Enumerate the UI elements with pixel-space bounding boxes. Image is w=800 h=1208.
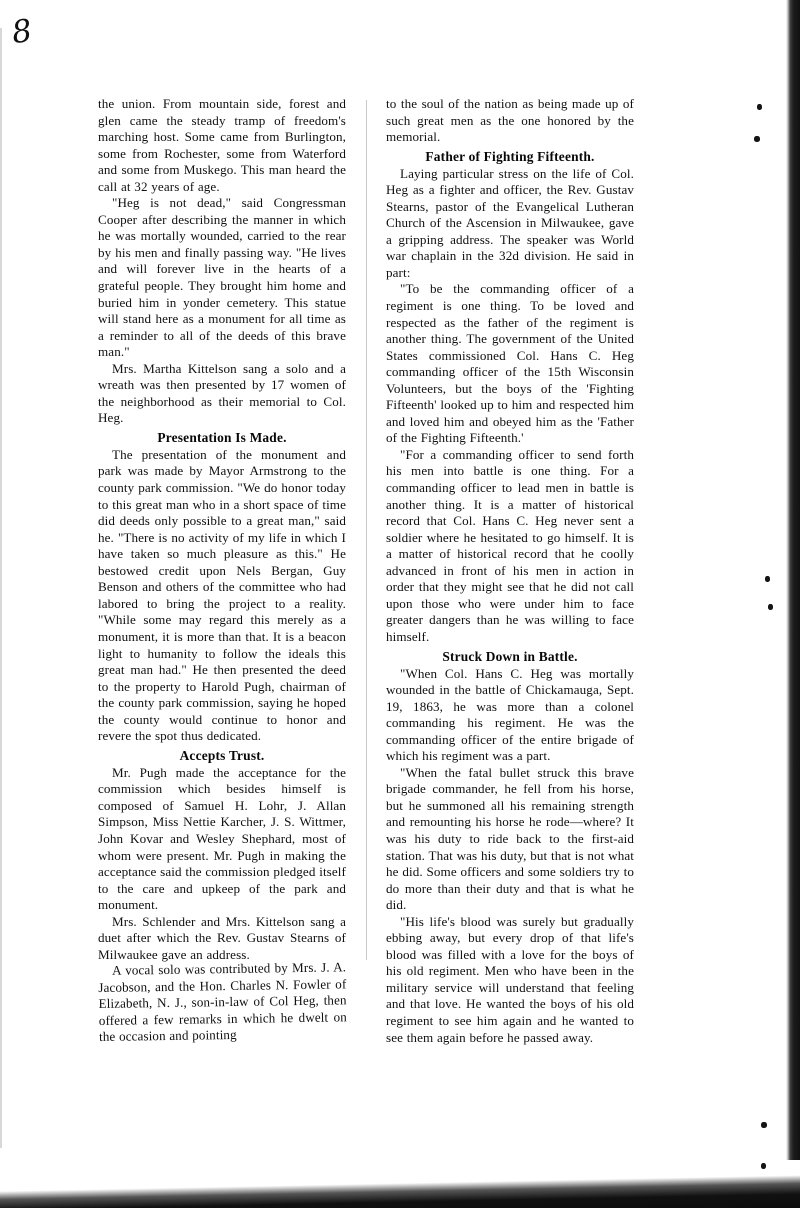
- scan-edge-bottom: [0, 1174, 800, 1208]
- section-heading: Accepts Trust.: [179, 747, 265, 763]
- ink-speck: [754, 136, 760, 142]
- paragraph: "To be the commanding officer of a regiment is one thing. To be loved and respected as the father of the regiment is another thing. The government of the United States commissioned Col. Hans C. Heg commanding officer of the 15th Wisconsin Volunteers, but the boys of the 'Fighting Fifteenth' looked up to him and respected him and loved him and obeyed him as the 'Father of the Fighting Fifteenth.': [386, 281, 634, 446]
- ink-speck: [768, 604, 773, 610]
- left-column: [98, 96, 346, 1046]
- section-heading: Struck Down in Battle.: [442, 648, 578, 664]
- ink-speck: [761, 1163, 766, 1169]
- ink-speck: [765, 576, 770, 582]
- handwritten-page-number: 8: [9, 12, 34, 52]
- section-heading: Father of Fighting Fifteenth.: [425, 148, 595, 164]
- paragraph: "His life's blood was surely but gradually ebbing away, but every drop of that life's blood was filled with a love for the boys of his old regiment. Men who have been in the military service will understand that feeling and that love. He wanted the boys of his old regiment to see him again and he wanted to see them again before he passed away.: [386, 913, 634, 1045]
- paragraph: "Heg is not dead," said Congressman Cooper after describing the manner in which he was mortally wounded, carried to the rear by his men and finally passing way. "He lives and will forever live in the hearts of a grateful people. They brought him home and buried him in yonder cemetery. This statue will stand here as a monument for all time as a reminder to all of the deeds of this brave man.": [98, 195, 346, 360]
- paragraph: Laying particular stress on the life of Col. Heg as a fighter and officer, the Rev. Gustav Stearns, pastor of the Evangelical Lutheran Church of the Ascension in Milwaukee, gave a gripping address. The speaker was World war chaplain in the 32d division. He said in part:: [386, 165, 634, 280]
- paragraph: Mrs. Schlender and Mrs. Kittelson sang a duet after which the Rev. Gustav Stearns of Milwaukee gave an address.: [98, 913, 346, 962]
- paragraph: A vocal solo was contributed by Mrs. J. A. Jacobson, and the Hon. Charles N. Fowler of Elizabeth, N. J., son-in-law of Col Heg, then offered a few remarks in which he dwelt on the occasion and pointing: [98, 959, 347, 1045]
- paragraph: the union. From mountain side, forest and glen came the steady tramp of freedom's marching host. Some came from Burlington, some from Rochester, some from Waterford and some from Muskego. This man heard the call at 32 years of age.: [98, 96, 346, 194]
- paragraph: Mrs. Martha Kittelson sang a solo and a wreath was then presented by 17 women of the neighborhood as their memorial to Col. Heg.: [98, 360, 346, 426]
- ink-speck: [761, 1122, 767, 1128]
- article-columns: [98, 96, 634, 1096]
- scan-edge-left: [0, 28, 2, 1148]
- paragraph: to the soul of the nation as being made up of such great men as the one honored by the memorial.: [386, 96, 634, 145]
- right-column: [386, 96, 634, 1046]
- column-divider-rule: [366, 100, 367, 960]
- paragraph: Mr. Pugh made the acceptance for the commission which besides himself is composed of Samuel H. Lohr, J. Allan Simpson, Miss Nettie Karcher, J. S. Wittmer, John Kovar and Wesley Shephard, most of whom were present. Mr. Pugh in making the acceptance said the commission pledged itself to the care and upkeep of the park and monument.: [98, 764, 346, 913]
- paragraph: "When Col. Hans C. Heg was mortally wounded in the battle of Chickamauga, Sept. 19, 1863, he was more than a colonel commanding his regiment. He was the commanding officer of the entire brigade of which his regiment was a part.: [386, 665, 634, 764]
- scan-edge-right: [786, 0, 800, 1160]
- paragraph: "For a commanding officer to send forth his men into battle is one thing. For a commanding officer to lead men in battle is another thing. It is a matter of historical record that Col. Hans C. Heg never sent a soldier where he hesitated to go himself. It is a matter of historical record that he coolly advanced in front of his men in action in order that they might see that he did not call upon those who were under him to face greater dangers than he was willing to face himself.: [386, 446, 634, 644]
- paragraph: "When the fatal bullet struck this brave brigade commander, he fell from his horse, but he summoned all his remaining strength and remounting his horse he rode—where? It was his duty to ride back to the first-aid station. That was his duty, but that is not what he did. Some officers and some soldiers try to do more than their duty and that is what he did.: [386, 764, 634, 913]
- ink-speck: [757, 104, 762, 110]
- paragraph: The presentation of the monument and park was made by Mayor Armstrong to the county park commission. "We do honor today to this great man who in a short space of time did deeds only possible to a great man," said he. "There is no activity of my life in which I have taken so much pleasure as this." He bestowed credit upon Nels Bergan, Guy Benson and others of the committee who had labored to bring the project to a reality. "While some may regard this merely as a monument, it is more than that. It is a beacon light to humanity to follow the ideals this great man had." He then presented the deed to the property to Harold Pugh, chairman of the county park commission, saying he hoped the county would continue to honor and revere the spot thus dedicated.: [98, 446, 346, 744]
- section-heading: Presentation Is Made.: [157, 429, 287, 445]
